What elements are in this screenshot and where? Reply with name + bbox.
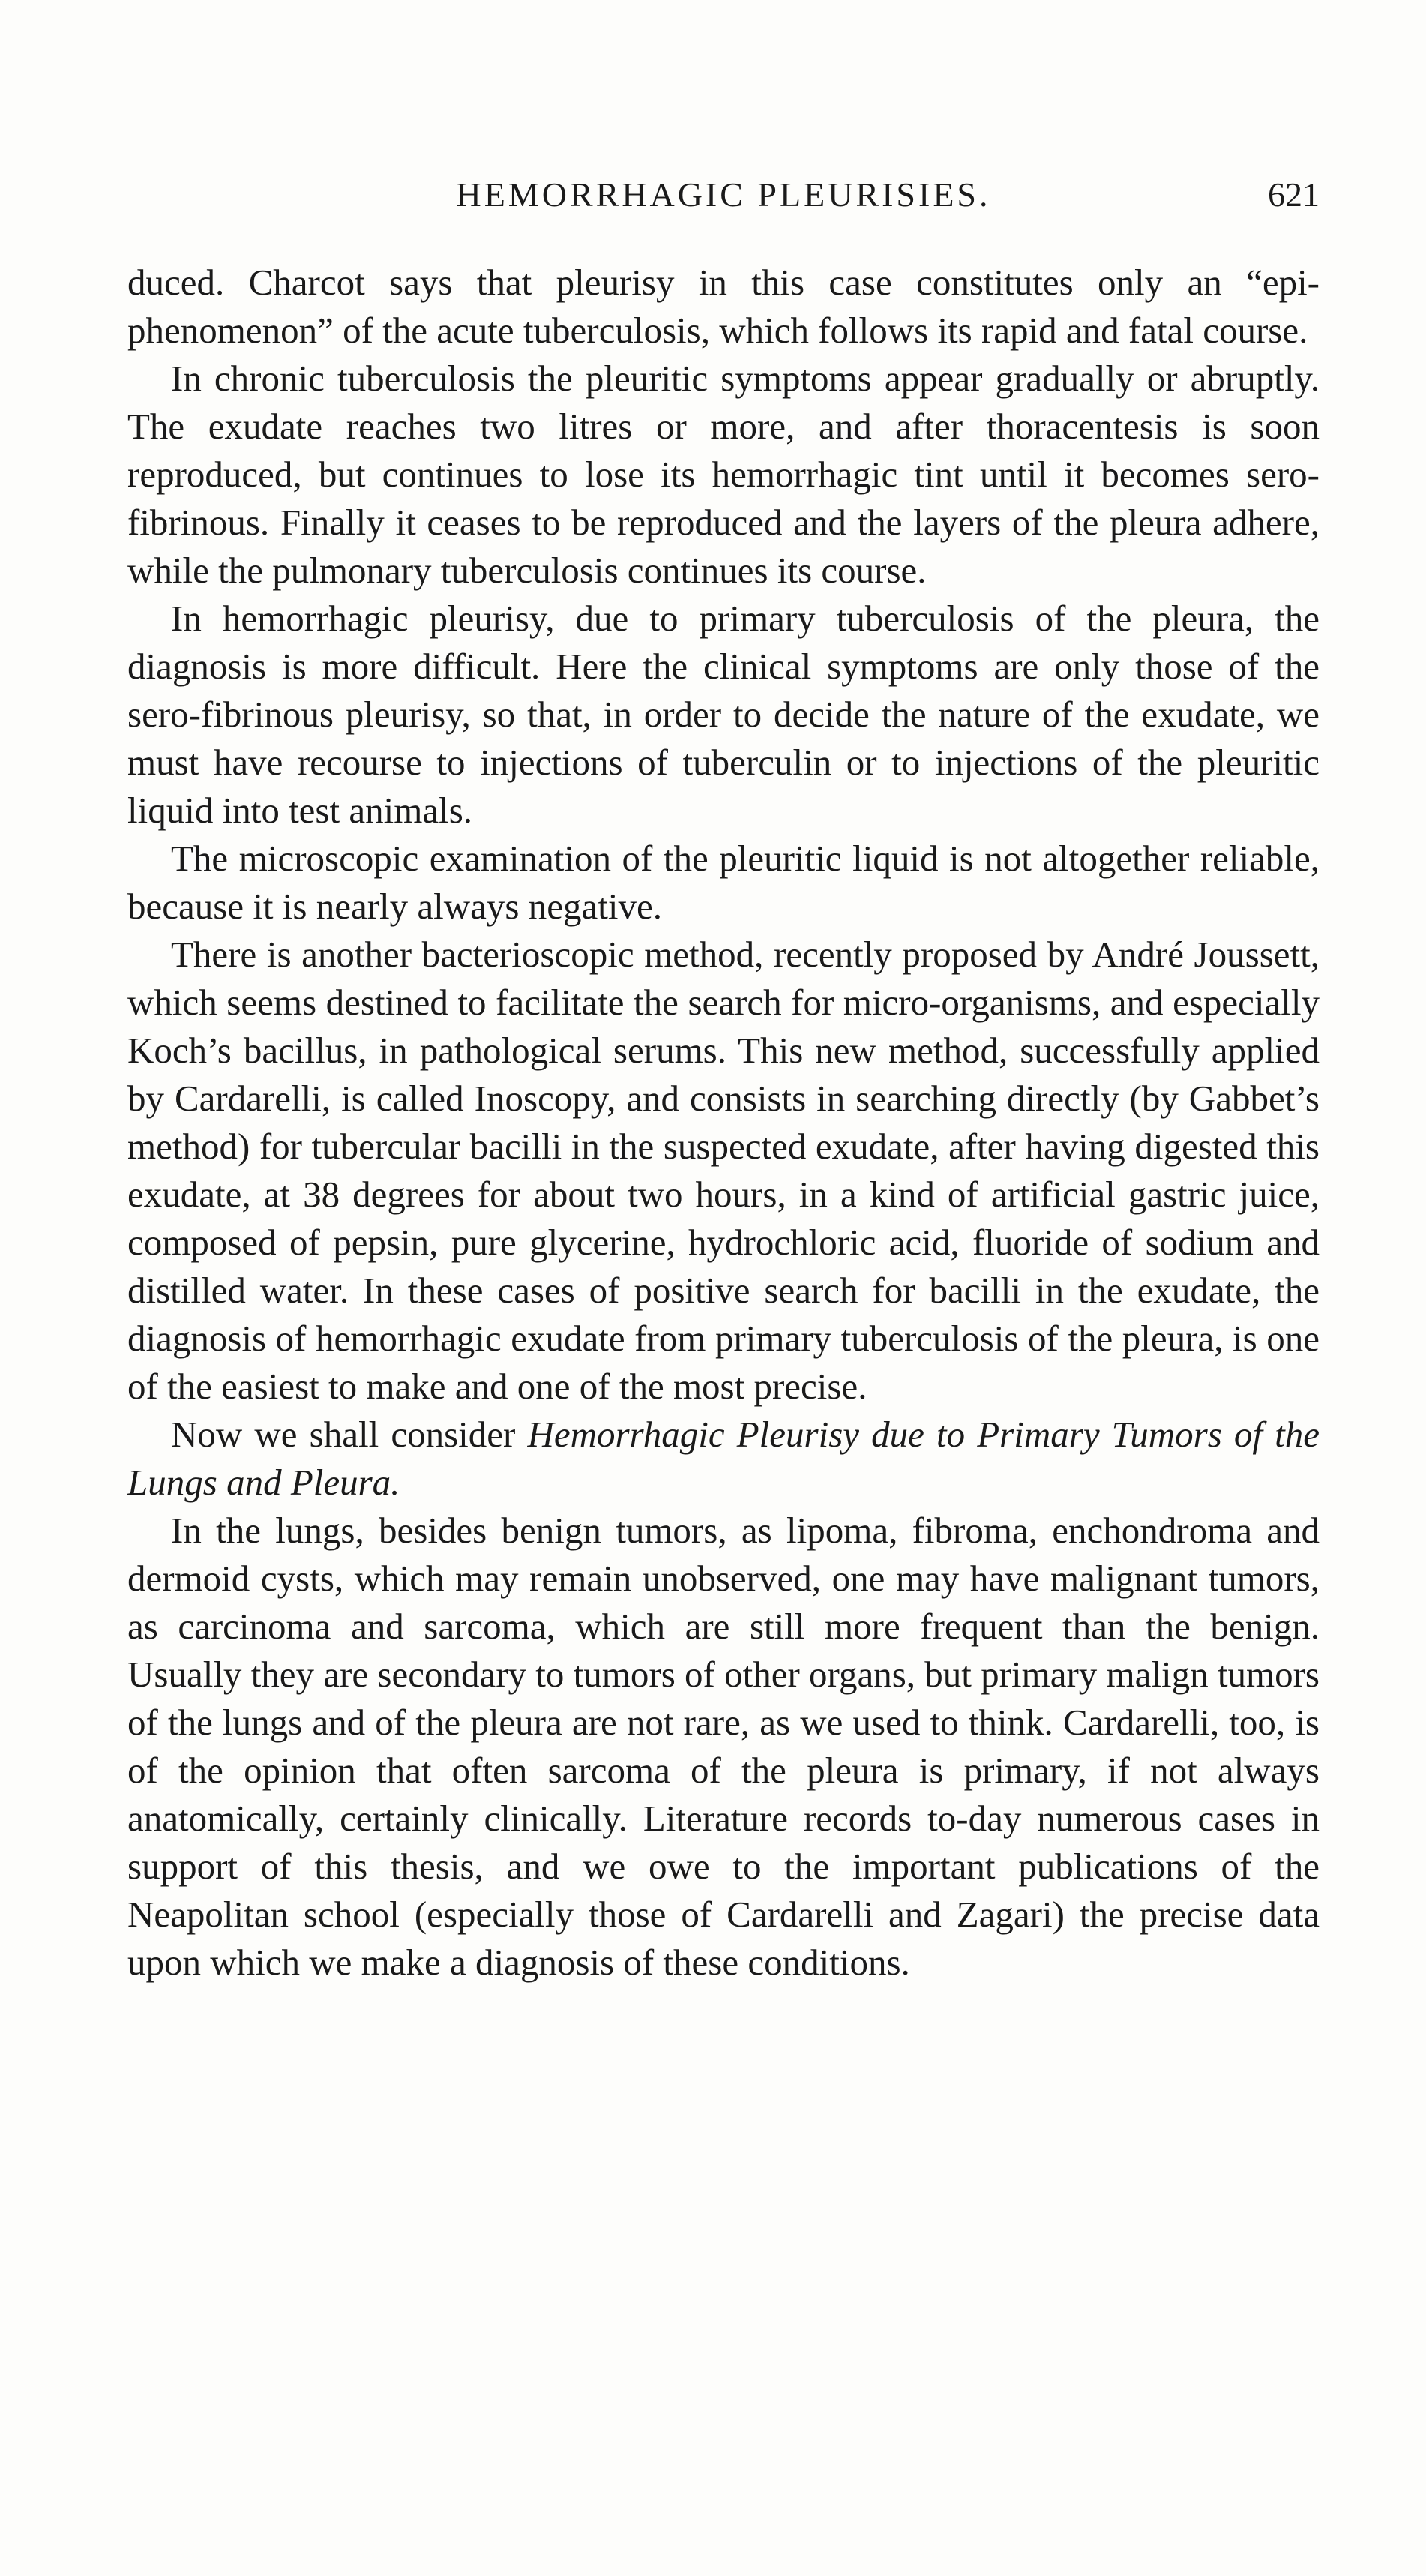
paragraph-chronic-tuberculosis: In chronic tuberculosis the pleuritic symptoms appear gradually or abruptly. The exudate reaches two litres or more, and after thoracentesis is soon reproduced, but continues to lose its hemorrhagic tint until it becomes sero-fibrinous. Finally it ceases to be reproduced and the layers of the pleura adhere, while the pulmonary tuberculosis continues its course.: [127, 358, 1320, 591]
page-number: 621: [1268, 175, 1320, 214]
paragraph-lung-tumors: In the lungs, besides benign tumors, as lipoma, fibroma, enchondroma and dermoid cysts, which may remain unobserved, one may have malignant tumors, as carcinoma and sarcoma, which are still more frequent than the benign. Usually they are secondary to tumors of other organs, but primary malign tumors of the lungs and of the pleura are not rare, as we used to think. Cardarelli, too, is of the opinion that often sarcoma of the pleura is primary, if not always anatomically, certainly clinically. Literature records to-day numerous cases in support of this thesis, and we owe to the important publications of the Neapolitan school (especially those of Cardarelli and Zagari) the precise data upon which we make a diagnosis of these conditions.: [127, 1510, 1320, 1983]
paragraph-primary-tuberculosis: In hemorrhagic pleurisy, due to primary tuberculosis of the pleura, the diagnosis is more difficult. Here the clinical symptoms are only those of the sero-fibrinous pleurisy, so that, in order to decide the nature of the exudate, we must have recourse to injections of tuberculin or to injections of the pleuritic liquid into test animals.: [127, 598, 1320, 831]
italic-topic: Hemorrhagic Pleurisy due to Primary Tumors of the Lungs and Pleura.: [127, 1414, 1320, 1503]
paragraph-continuation: duced. Charcot says that pleurisy in this case constitutes only an “epi-phenomenon” of the acute tuberculosis, which follows its rapid and fatal course.: [127, 262, 1320, 351]
paragraph-inoscopy: There is another bacterioscopic method, recently proposed by André Joussett, which seems destined to facilitate the search for micro-organisms, and especially Koch’s bacillus, in pathological serums. This new method, successfully applied by Cardarelli, is called Inoscopy, and consists in searching directly (by Gabbet’s method) for tubercular bacilli in the suspected exudate, after having digested this exudate, at 38 degrees for about two hours, in a kind of artificial gastric juice, composed of pepsin, pure glycerine, hydrochloric acid, fluoride of sodium and distilled water. In these cases of positive search for bacilli in the exudate, the diagnosis of hemorrhagic exudate from primary tuberculosis of the pleura, is one of the easiest to make and one of the most precise.: [127, 934, 1320, 1407]
paragraph-primary-tumors-heading: [127, 1411, 1320, 1507]
body-text: [127, 259, 1320, 1987]
running-title: HEMORRHAGIC PLEURISIES.: [456, 175, 991, 214]
paragraph-microscopic-examination: The microscopic examination of the pleuritic liquid is not altogether reliable, because it is nearly always negative.: [127, 838, 1320, 927]
paragraph-lead-text: Now we shall consider: [171, 1414, 528, 1455]
running-head: [127, 169, 1320, 221]
